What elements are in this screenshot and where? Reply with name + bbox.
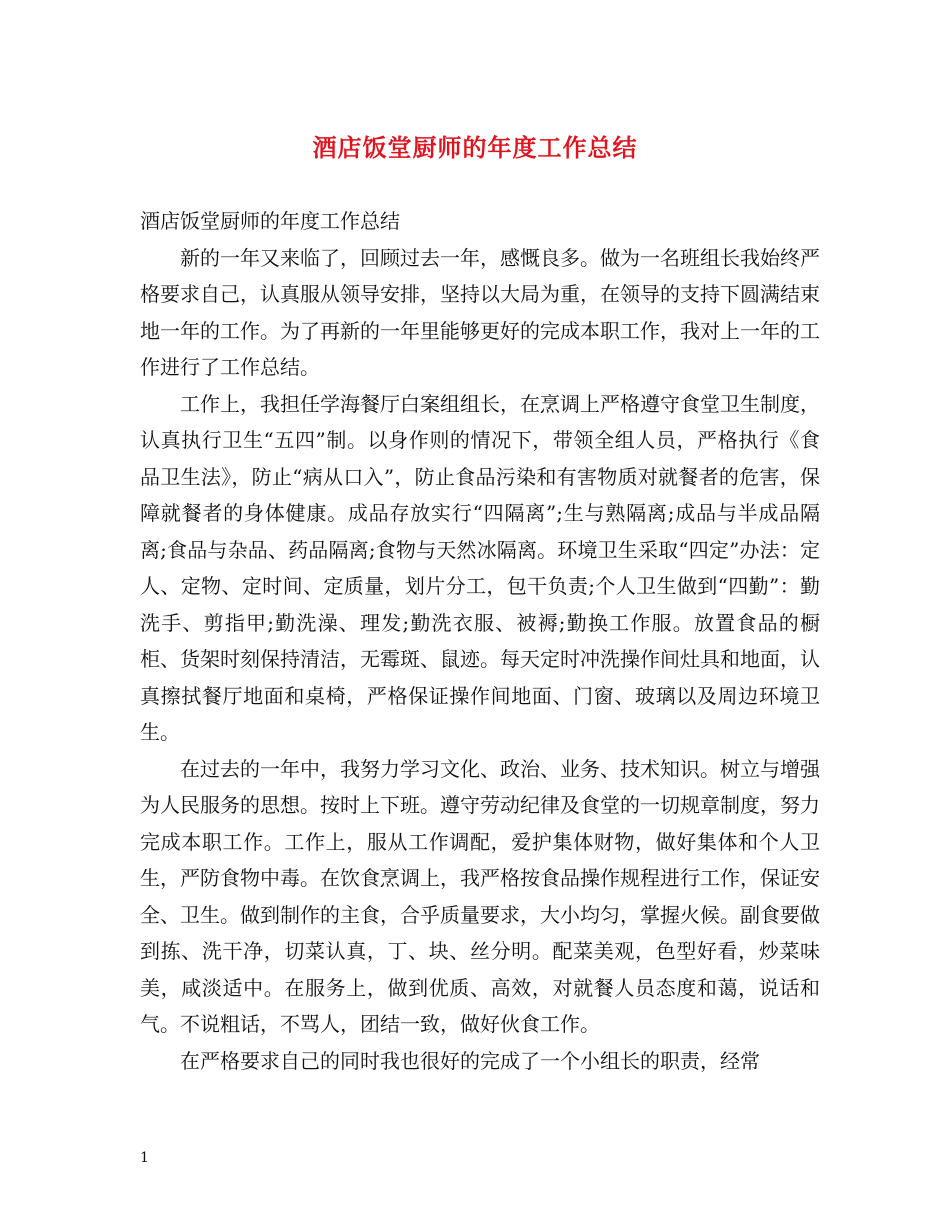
page-number: 1 [140, 1150, 149, 1166]
paragraph-2: 工作上，我担任学海餐厅白案组组长，在烹调上严格遵守食堂卫生制度，认真执行卫生“五四”制。以身作则的情况下，带领全组人员，严格执行《食品卫生法》，防止“病从口入”，防止食品污染和有害物质对就餐者的危害，保障就餐者的身体健康。成品存放实行“四隔离”;生与熟隔离;成品与半成品隔离;食品与杂品、药品隔离;食物与天然冰隔离。环境卫生采取“四定”办法：定人、定物、定时间、定质量，划片分工，包干负责;个人卫生做到“四勤”：勤洗手、剪指甲;勤洗澡、理发;勤洗衣服、被褥;勤换工作服。放置食品的橱柜、货架时刻保持清洁，无霉斑、鼠迹。每天定时冲洗操作间灶具和地面，认真擦拭餐厅地面和桌椅，严格保证操作间地面、门窗、玻璃以及周边环境卫生。 [140, 391, 820, 744]
paragraph-3: 在过去的一年中，我努力学习文化、政治、业务、技术知识。树立与增强为人民服务的思想。按时上下班。遵守劳动纪律及食堂的一切规章制度，努力完成本职工作。工作上，服从工作调配，爱护集体财物，做好集体和个人卫生，严防食物中毒。在饮食烹调上，我严格按食品操作规程进行工作，保证安全、卫生。做到制作的主食，合乎质量要求，大小均匀，掌握火候。副食要做到拣、洗干净，切菜认真，丁、块、丝分明。配菜美观，色型好看，炒菜味美，咸淡适中。在服务上，做到优质、高效，对就餐人员态度和蔼，说话和气。不说粗话，不骂人，团结一致，做好伙食工作。 [140, 756, 820, 1036]
paragraph-1: 新的一年又来临了，回顾过去一年，感慨良多。做为一名班组长我始终严格要求自己，认真服从领导安排，坚持以大局为重，在领导的支持下圆满结束地一年的工作。为了再新的一年里能够更好的完成本职工作，我对上一年的工作进行了工作总结。 [140, 245, 820, 379]
page-title: 酒店饭堂厨师的年度工作总结 [312, 133, 638, 162]
paragraph-4: 在严格要求自己的同时我也很好的完成了一个小组长的职责，经常 [180, 1048, 760, 1073]
document-body [140, 203, 820, 1079]
document-subtitle: 酒店饭堂厨师的年度工作总结 [140, 209, 400, 233]
